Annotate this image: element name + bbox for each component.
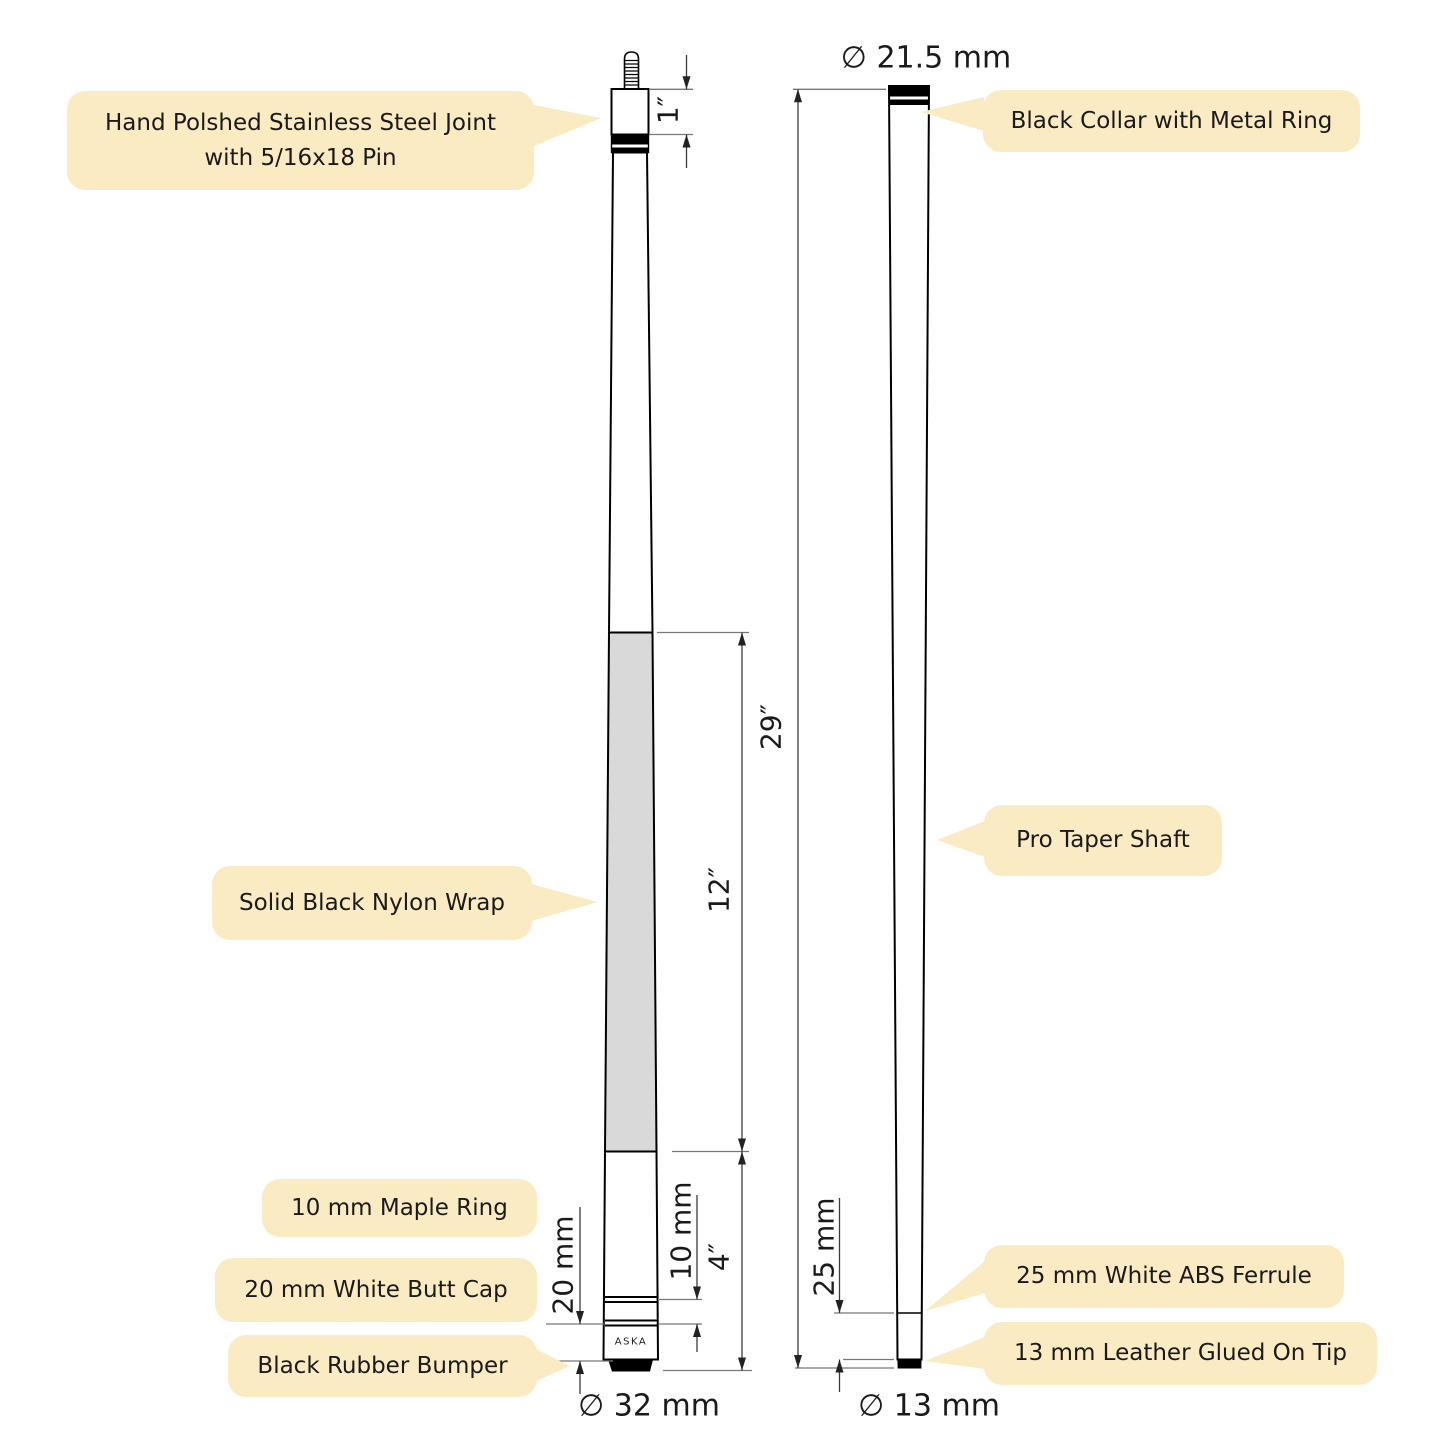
callout-joint-line2: with 5/16x18 Pin [204,144,397,171]
dim-shaft-length [793,89,894,1368]
shaft-drawing [889,86,929,1369]
collar-callout-pointer [921,97,984,131]
dim-label-joint-length: 1″ [651,95,685,125]
wrap-callout-pointer [531,884,598,921]
dim-label-maple-ring: 10 mm [664,1181,698,1281]
callout-wrap-label: Solid Black Nylon Wrap [239,889,505,916]
label-collar-diameter: ∅ 21.5 mm [840,40,1012,76]
brand-mark: ASKA [614,1336,648,1348]
callout-butt-cap [215,1258,537,1322]
taper-callout-pointer [937,821,985,857]
joint-callout-pointer [534,105,601,146]
callout-joint [67,91,534,190]
dim-label-shaft-length: 29″ [754,703,788,751]
callout-joint-line1: Hand Polshed Stainless Steel Joint [105,110,496,136]
leather-tip [898,1360,922,1369]
shaft-body [889,86,929,1360]
callout-ferrule-label: 25 mm White ABS Ferrule [1016,1263,1312,1290]
dim-ferrule [834,1198,894,1392]
butt-sleeve [604,1152,659,1360]
label-butt-diameter: ∅ 32 mm [578,1388,720,1424]
callout-maple-ring [262,1179,537,1237]
bumper-callout-pointer [536,1349,570,1381]
callout-butt-cap-label: 20 mm White Butt Cap [244,1276,508,1303]
callout-taper [984,805,1222,876]
label-tip-diameter: ∅ 13 mm [858,1388,1000,1424]
callout-ferrule [984,1245,1344,1308]
callout-wrap [212,866,532,940]
callout-tip [984,1322,1377,1385]
callout-bumper-label: Black Rubber Bumper [257,1352,508,1379]
joint-collar [612,89,649,135]
dim-label-ferrule: 25 mm [807,1197,841,1297]
wrap-section [605,633,657,1152]
dim-label-butt-cap: 20 mm [546,1215,580,1315]
callout-collar-label: Black Collar with Metal Ring [1010,107,1333,134]
ferrule-callout-pointer [925,1261,985,1311]
bumper [608,1360,653,1372]
dim-label-wrap-length: 12″ [702,866,736,914]
dim-label-sleeve-length: 4″ [702,1242,736,1272]
butt-drawing [604,52,659,1372]
callout-maple-ring-label: 10 mm Maple Ring [291,1194,508,1221]
callout-collar [983,90,1360,152]
forearm [609,153,653,633]
shaft-collar-metal-ring [889,100,929,106]
callout-tip-label: 13 mm Leather Glued On Tip [1013,1340,1348,1367]
joint-black-ring-1 [612,135,649,145]
callout-taper-label: Pro Taper Shaft [1016,827,1190,854]
shaft-collar-black [889,86,929,97]
callout-bumper [228,1335,537,1397]
tip-callout-pointer [925,1337,985,1369]
